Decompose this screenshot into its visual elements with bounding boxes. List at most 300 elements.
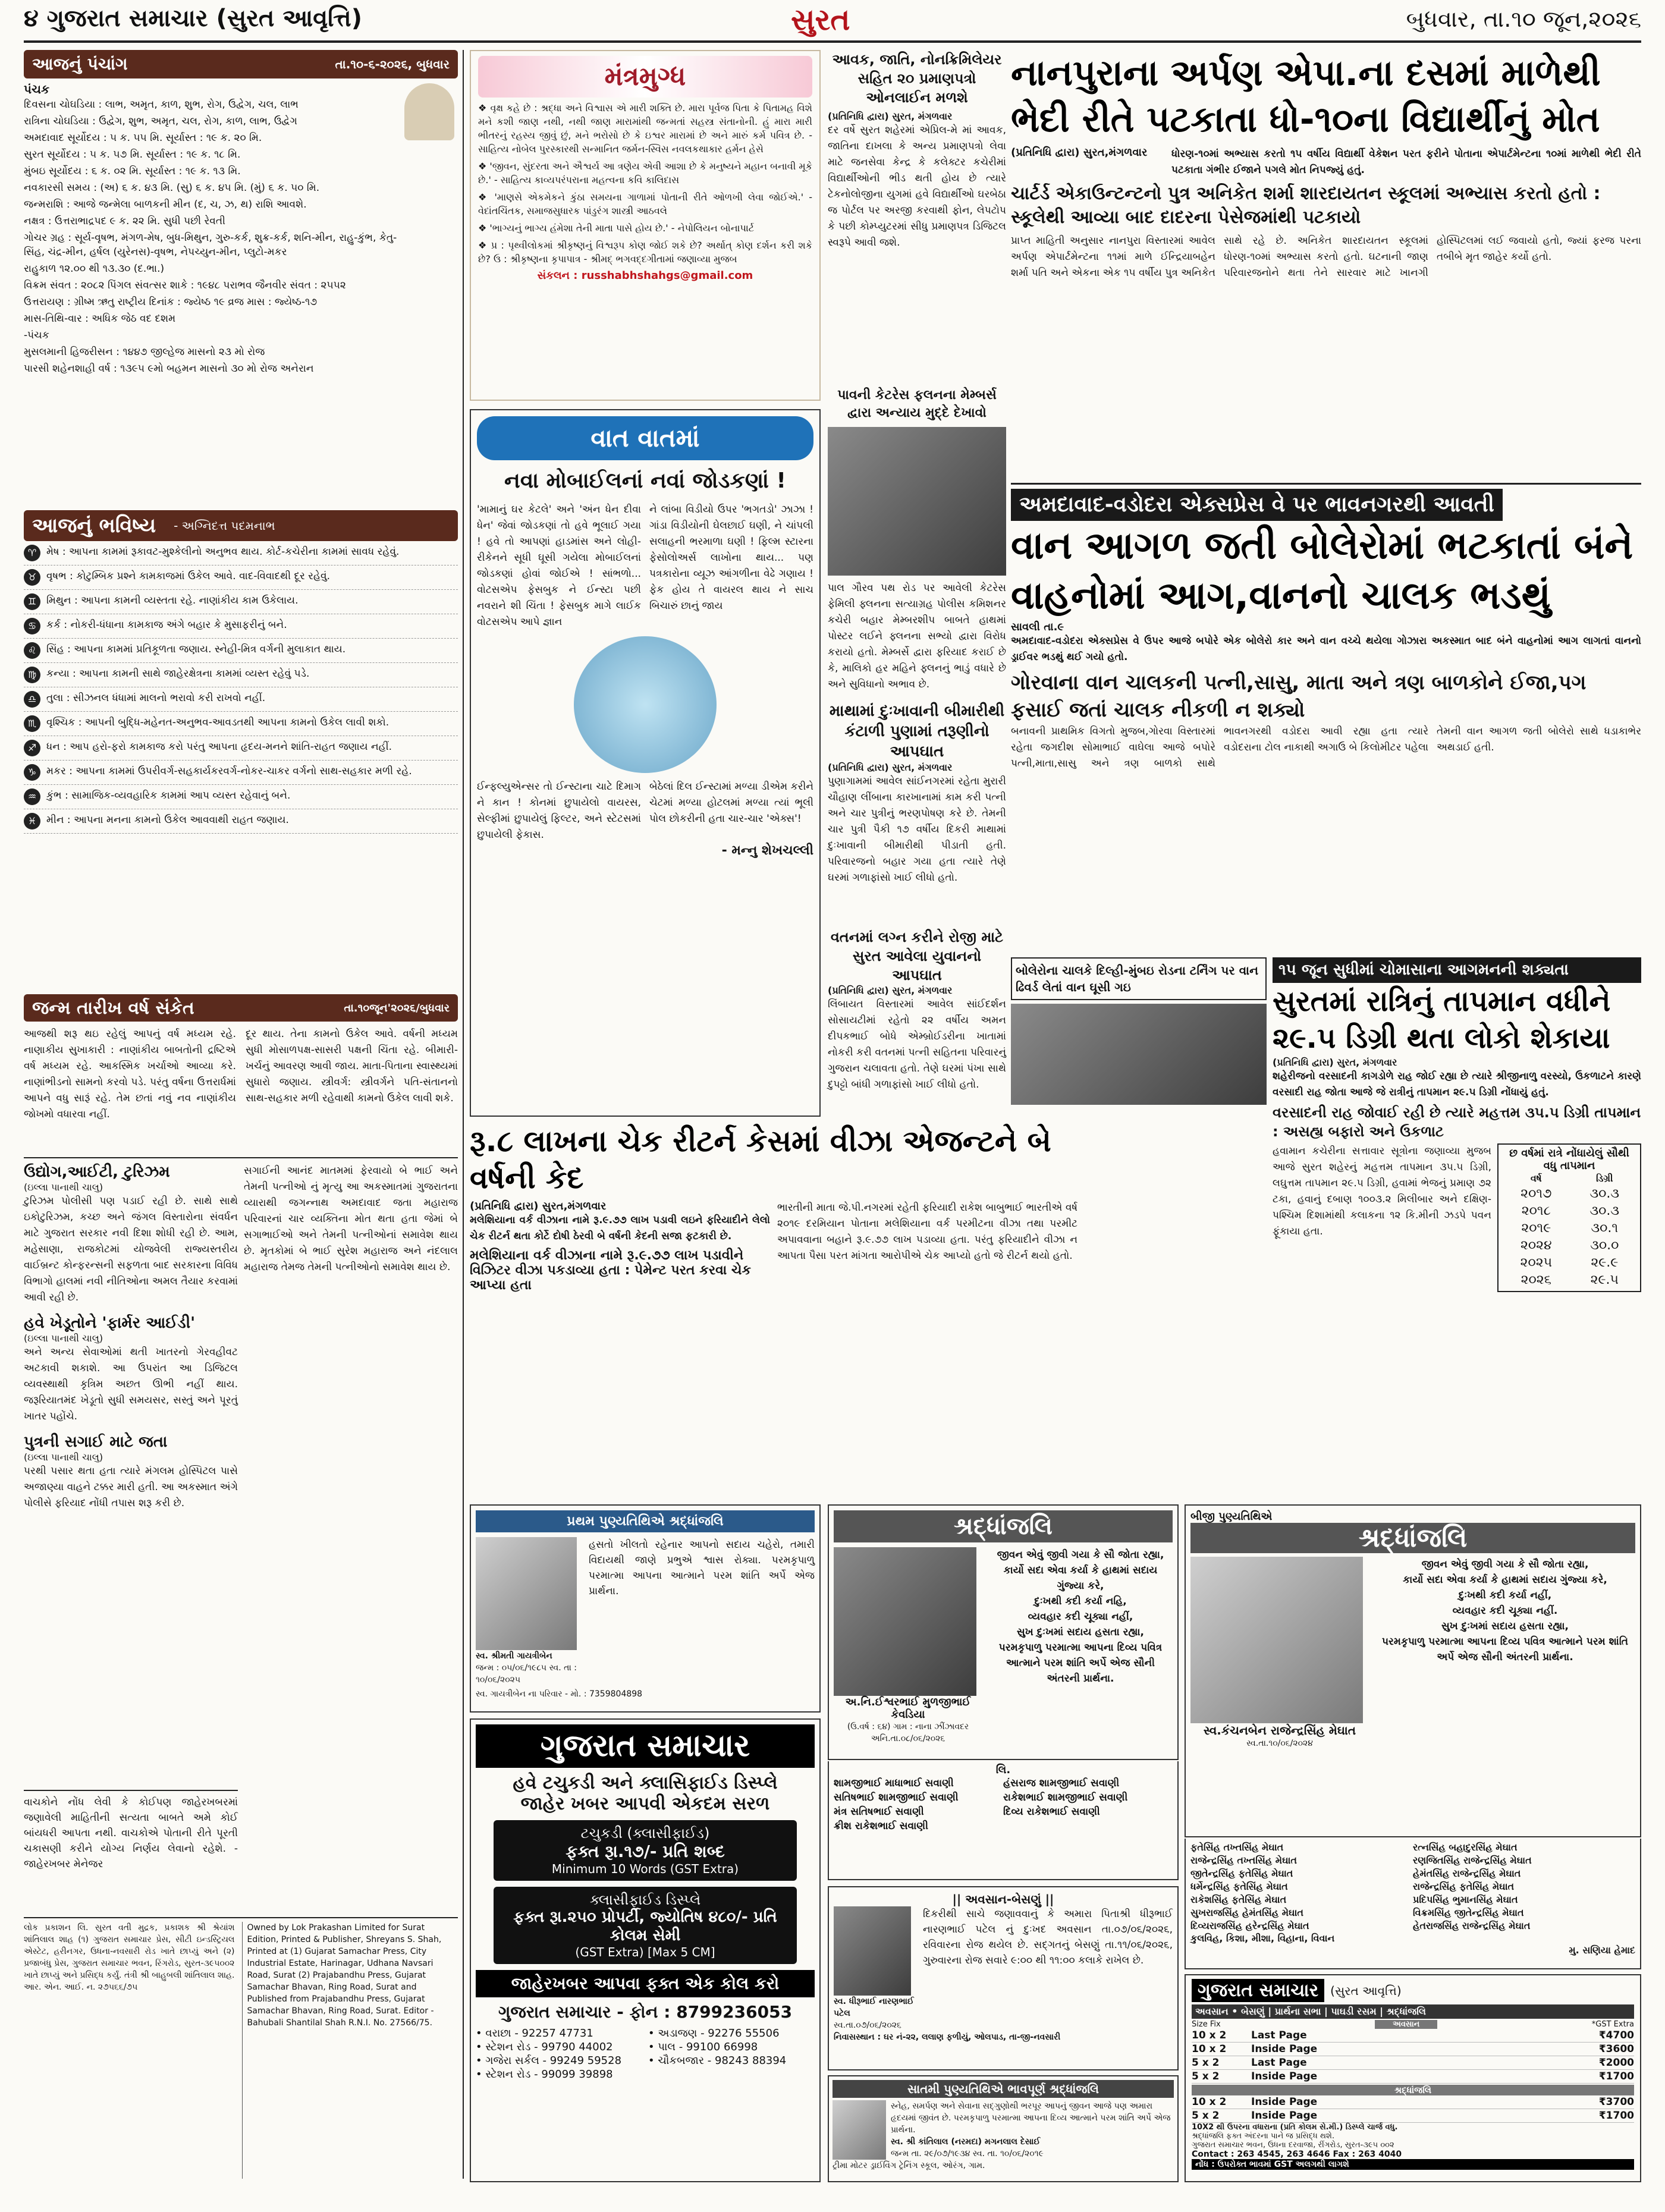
- punyatithi-name: સ્વ. શ્રીમતી ગાયત્રીબેન: [476, 1651, 552, 1661]
- rates-address: ગુજરાત સમાચાર ભવન, ઉધના દરવાજા, રીંગરોડ, સુરત-૩૯૫ ૦૦૨: [1192, 2141, 1394, 2150]
- bhavishya-title: આજનું ભવિષ્ય: [32, 514, 156, 538]
- family-member: રાજેન્દ્રસિંહ ફતેસિંહ મેઘાત: [1413, 1881, 1515, 1892]
- gs-ad-box: [470, 1718, 821, 2182]
- gs-contact: • અડાજણ - 92276 55506: [648, 2027, 780, 2040]
- family-member: સતિષભાઈ શામજીભાઈ સવાણી: [834, 1792, 959, 1803]
- gs-ad-phone: ગુજરાત સમાચાર - ફોન : 8799236053: [498, 2002, 793, 2022]
- udyog-title: ઉદ્યોગ,આઈટી, ટુરિઝમ: [24, 1163, 170, 1181]
- rate-row: [1192, 2109, 1634, 2123]
- bolero-fire-photo: [1011, 1004, 1267, 1105]
- rate-row: [1192, 2056, 1634, 2070]
- sagai-text: સગાઈની આનંદ માતમમાં ફેરવાયો બે ભાઈ અને તેમની પત્નીઓ નું મૃત્યુ આ અકસ્માતમાં ગુજરાતના વ્યારાથી જગન્નાથ અમદાવાદ જતા મહારાજ પરિવારનાં ચાર વ્યક્તિના મોત થતા હતા જેમાં બે સગાભાઈઓ અને તેમની પત્નીઓનાં સમાવેશ થાય છે. મૃતકોમાં બે ભાઈ સુરેશ મહારાજ અને નંદલાલ મહારાજ તેમજ તેમની પત્નીઓનો સમાવેશ થાય છે.: [244, 1165, 458, 1273]
- shraddhanjali1-poem: [988, 1547, 1173, 1745]
- family-member: રાકેશસિંહ ફતેસિંહ મેઘાત: [1190, 1894, 1287, 1905]
- panchang-heading: પંચક: [24, 82, 50, 96]
- temperature-cell: ૨૦૨૪: [1520, 1238, 1552, 1253]
- gs-contact: • વરાછા - 92257 47731: [476, 2027, 593, 2040]
- rates-note2: શ્રદ્ધાંજલિ ફક્ત અંદરના પાને જ પ્રસિદ્ધ થશે.: [1192, 2132, 1335, 2141]
- besnu-detail: સ્વ.તા.૦૭/૦૬/૨૦૨૬: [834, 2021, 901, 2030]
- family-member: ધર્મેન્દ્રસિંહ ફતેસિંહ મેઘાત: [1190, 1881, 1288, 1892]
- temperature-article: [1273, 957, 1641, 1504]
- rate-page: Inside Page: [1251, 2043, 1318, 2055]
- shraddhanjali1-family: [828, 1761, 1179, 1880]
- rates-gst: *GST Extra: [1591, 2020, 1634, 2029]
- gs-ad-contacts: [476, 2027, 815, 2081]
- temperature-cell: ૩૦.૦: [1590, 1238, 1619, 1253]
- gs-ad-line2: જાહેર ખબર આપવી એકદમ સરળ: [520, 1793, 770, 1814]
- panchang-line: ઉત્તરાયણ : ગ્રીષ્મ ઋતુ રાષ્ટ્રીય દિનાંક : જ્યેષ્ઠ ૧૯ વ્રજ માસ : જ્યેષ્ઠ-૧૭: [24, 296, 318, 308]
- onlain-byline: (પ્રતિનિધિ દ્વારા) સુરત, મંગળવાર: [828, 111, 953, 122]
- panchang-lines: [24, 96, 404, 377]
- putri-title: પુત્રની સગાઈ માટે જતા: [24, 1433, 168, 1451]
- shraddhanjali1-photo: [834, 1547, 976, 1696]
- zodiac-icon: ♊: [24, 593, 40, 610]
- rate-row: [1192, 2029, 1634, 2043]
- saatmi-photo: [832, 2100, 886, 2160]
- vaat-title: નવા મોબાઈલનાં નવાં જોડકણાં !: [504, 469, 786, 493]
- family-member: રત્નસિંહ બહાદુરસિંહ મેઘાત: [1413, 1842, 1518, 1853]
- besnu-text: દિકરીથી સાચે જણાવવાનું કે અમારા પિતાશ્રી ધીરૂભાઈ નારણભાઈ પટેલ નું દુઃખદ અવસાન તા.૦૭/૦૬/૨૦૨૬, રવિવારના રોજ થયેલ છે. સદ્ગતનું બેસણું તા.૧૧/૦૬/૨૦૨૬, ગુરુવારના રોજ સવારે ૯:૦૦ થી ૧૧:૦૦ કલાકે રાખેલ છે.: [923, 1908, 1173, 1966]
- shraddhanjali1-title: શ્રદ્ધાંજલિ: [834, 1510, 1173, 1542]
- imprint-english: Owned by Lok Prakashan Limited for Surat Edition, Printed & Publisher, Shreyans S. Shah, Printed at (1) Gujarat Samachar Press, City Industrial Estate, Harinagar, Udhana Navsari Road, Surat (2) Prajabandhu Press, Gujarat Samachar Bhavan, Ring Road, Surat and Published from Prajabandhu Press, Gujarat Samachar Bhavan, Ring Road, Surat. Editor - Bahubali Shantilal Shah R.N.I. No. 27566/75.: [242, 1922, 458, 2179]
- zodiac-icon: ♎: [24, 691, 40, 708]
- vatan-title: વતનમાં લગ્ન કરીને રોજી માટે સુરત આવેલા યુવાનનો આપઘાત: [830, 929, 1004, 984]
- saatmi-name: સ્વ. શ્રી કાંતિલાલ (નરમદા) મગનલાલ દેસાઈ: [891, 2137, 1041, 2147]
- mantra-quote: ❖ 'ભાગ્યનું ભાગ્ય હંમેશા તેની માતા પાસે હોય છે.' - નેપોલિયન બોનાપાર્ટ: [478, 222, 755, 234]
- mathama-title: માથામાં દુઃખાવાની બીમારીથી કંટાળી પુણામાં તરૂણીનો આપઘાત: [829, 702, 1005, 761]
- nanpura-sub: ચાર્ટર્ડ એકાઉન્ટન્ટનો પુત્ર અનિકેત શર્મા શારદાયતન સ્કૂલમાં અભ્યાસ કરતો હતો : સ્કૂલેથી આવ્યા બાદ દાદરના પેસેજમાંથી પટકાયો: [1011, 183, 1601, 228]
- bolero-block: [1011, 957, 1267, 1118]
- express-title1: અમદાવાદ-વડોદરા એક્સપ્રેસ વે પર ભાવનગરથી આવતી: [1011, 489, 1503, 521]
- rates-avsan-title: અવસાન: [1375, 2020, 1437, 2029]
- gs-contact: • પાલ - 99100 66998: [648, 2041, 758, 2053]
- mathama-byline: (પ્રતિનિધિ દ્વારા) સુરત, મંગળવાર: [828, 762, 953, 773]
- temperature-cell: ૩૦.૧: [1591, 1221, 1619, 1236]
- mantra-quote: ❖ 'માણસે એકમેકને કુંઠા સમયના ગાળામાં પોતાની રીતે ઓળખી લેવા જોઈએ.' - વેદાંતચિંતક, સમાજસુધારક પાંડુરંગ શાસ્ત્રી આઠવલે: [478, 191, 812, 216]
- poem-line: પરમકૃપાળુ પરમાત્મા આપના દિવ્ય પવિત્ર આત્માને પરમ શાંતિ અર્પે એજ સૌની અંતરની પ્રાર્થના.: [998, 1642, 1163, 1685]
- panchang-line: ગોચર ગ્રહ : સૂર્ય-વૃષભ, મંગળ-મેષ, બુધ-મિથુન, ગુરુ-કર્ક, શુક્ર-કર્ક, શનિ-મીન, રાહુ-કુંભ, કેતુ-સિંહ, ચંદ્ર-મીન, હર્ષલ (યુરેનસ)-વૃષભ, નેપચ્યુન-મીન, પ્લુટો-મકર: [24, 232, 397, 258]
- poem-line: વ્યવહાર કદી ચૂક્યા નહીં.: [1452, 1605, 1558, 1617]
- vaat-bottom-left: ઈન્ફલ્યુએન્સર તો ઈન્સ્ટાના ચાટે દિમાગ ને કાન ! કોનમાં છુપાયેલો વાયરસ, સેલ્ફીમાં છુપાયેલું ફિલ્ટર, અને સ્ટેટસમાં છુપાયેલી ફેકાસ.: [477, 781, 641, 841]
- putri-text: પરથી પસાર થતા હતા ત્યારે મંગલમ હોસ્પિટલ પાસે અજાણ્યા વાહને ટક્કર મારી હતી. આ અકસ્માત અંગે પોલીસે ફરિયાદ નોંધી તપાસ શરૂ કરી છે.: [24, 1465, 238, 1509]
- panchang-date: તા.૧૦-૬-૨૦૨૬, બુધવાર: [335, 57, 450, 71]
- panchang-line: સુરત સૂર્યોદય : ૫ ક. ૫૭ મિ. સૂર્યાસ્ત : ૧૯ ક. ૧૮ મિ.: [24, 149, 241, 161]
- vaat-signature: - મન્નુ શેખચલ્લી: [721, 843, 813, 858]
- zodiac-row: [24, 712, 458, 736]
- rate-row: [1192, 2043, 1634, 2056]
- temperature-cell: ૩૦.૩: [1589, 1204, 1620, 1218]
- gs-ad-box2-title: ક્લાસીફાઈડ ડિસ્પ્લે: [589, 1891, 701, 1908]
- temperature-row: [1501, 1220, 1638, 1237]
- shraddhanjali1-name: અ.નિ.ઈશ્વરભાઈ મુળજીભાઈ કેવડિયા: [845, 1696, 971, 1721]
- rate-price: ₹3700: [1598, 2096, 1634, 2108]
- temperature-cell: ૨૦૧૯: [1521, 1221, 1551, 1236]
- zodiac-icon: ♓: [24, 813, 40, 830]
- temperature-byline: (પ્રતિનિધિ દ્વારા) સુરત, મંગળવાર: [1273, 1057, 1397, 1068]
- janmadin-date: તા.૧૦જૂન'૨૦૨૬/બુધવાર: [344, 1001, 450, 1014]
- rate-price: ₹1700: [1598, 2110, 1634, 2122]
- shraddhanjali2-title: શ્રદ્ધાંજલિ: [1190, 1523, 1635, 1553]
- nanpura-text: પ્રાપ્ત માહિતી અનુસાર નાનપુરા વિસ્તારમાં આવેલ અર્પણ એપાર્ટમેન્ટના ૧૧માં માળે ઈન્દ્રિયાબહેન શર્મા પતિ અને એકના એક ૧૫ વર્ષીય પુત્ર અનિકેત સાથે રહે છે. અનિકેત શારદાયતન સ્કૂલમાં ધોરણ-૧૦માં અભ્યાસ કરતો હતો. ઘટનાની જાણ પરિવારજનોને થતા તેને સારવાર માટે ખાનગી હોસ્પિટલમાં લઈ જવાયો હતો, જ્યાં ફરજ પરના તબીબે મૃત જાહેર કર્યો હતો.: [1011, 235, 1641, 279]
- saatmi-footer: ટ્રીમા મોટર ડ્રાઈવિંગ ટ્રેનિંગ સ્કૂલ, ઓરંગ, ગામ.: [832, 2161, 985, 2170]
- panchang-line: મુંબઇ સૂર્યોદય : ૬ ક. ૦૨ મિ. સૂર્યાસ્ત : ૧૯ ક. ૧૩ મિ.: [24, 165, 241, 177]
- vaat-box: [470, 409, 821, 1117]
- janmadin-section: [24, 994, 458, 1155]
- zodiac-text: તુલા : સીઝનલ ધંધામાં માલનો ભરાવો કરી રાખવો નહીં.: [46, 692, 266, 704]
- shraddhanjali2-box: [1185, 1504, 1641, 1837]
- punyatithi-photo: [476, 1537, 577, 1650]
- family-member: રાજેન્દ્રસિંહ તખ્તસિંહ મેઘાત: [1190, 1855, 1298, 1866]
- farmer-sub: (ઇલ્લા પાનાથી ચાલુ): [24, 1333, 103, 1344]
- express-title2: વાન આગળ જતી બોલેરોમાં ભટકાતાં બંને: [1011, 524, 1633, 568]
- check-title: રૂ.૮ લાખના ચેક રીટર્ન કેસમાં વીઝા એજન્ટને બે વર્ષની કેદ: [470, 1124, 1051, 1195]
- page-date: બુધવાર, તા.૧૦ જૂન,૨૦૨૬: [1406, 6, 1641, 32]
- nanpura-title1: નાનપુરાના અર્પણ એપા.ના દસમાં માળેથી: [1011, 52, 1601, 94]
- zodiac-row: [24, 785, 458, 809]
- express-byline: સાવલી તા.૯: [1011, 621, 1064, 633]
- mantra-box: [470, 50, 821, 401]
- poem-line: કાર્યો સદા એવા કર્યા કે હાથમાં સદાય ગુંજ્યા કરે,: [1403, 1574, 1607, 1586]
- cartoon-illustration: [574, 636, 717, 773]
- family-member: હેમંતસિંહ રાજેન્દ્રસિંહ મેઘાત: [1413, 1868, 1521, 1879]
- family-member: રાકેશભાઈ શામજીભાઈ સવાણી: [1003, 1792, 1128, 1803]
- temperature-cell: ૨૦૨૬: [1521, 1272, 1551, 1287]
- rate-size: 10 x 2: [1192, 2029, 1227, 2041]
- temperature-table: [1501, 1172, 1638, 1289]
- rate-size: 5 x 2: [1192, 2110, 1220, 2122]
- zodiac-list: [24, 541, 458, 834]
- zodiac-row: [24, 541, 458, 565]
- punyatithi-title: પ્રથમ પુણ્યતિથિએ શ્રદ્ધાંજલિ: [476, 1510, 815, 1532]
- poem-line: દુઃખથી કદી કર્યા નહીં,: [1458, 1589, 1552, 1601]
- shraddhanjali2-sign: મુ. સણિયા હેમાદ: [1569, 1944, 1635, 1956]
- poem-line: પરમકૃપાળુ પરમાત્મા આપના દિવ્ય પવિત્ર આત્માને પરમ શાંતિ અર્પે એજ સૌની અંતરની પ્રાર્થના.: [1382, 1636, 1628, 1663]
- temperature-row: [1501, 1202, 1638, 1220]
- shraddhanjali1-box: [828, 1504, 1179, 1760]
- nanpura-title2: ભેદી રીતે પટકાતા ધો-૧૦ના વિદ્યાર્થીનું મોત: [1011, 99, 1600, 140]
- zodiac-text: મિથુન : આપના કામની વ્યસ્તતા રહે. નાણાંકીય કામ ઉકેલાય.: [46, 595, 299, 607]
- check-article: [470, 1123, 1082, 1497]
- gs-contact: • સ્ટેશન રોડ - 99790 44002: [476, 2041, 613, 2053]
- temperature-table-box: [1497, 1143, 1641, 1292]
- family-member: હંસરાજ શામજીભાઈ સવાણી: [1003, 1777, 1120, 1789]
- shraddhanjali2-photo: [1190, 1557, 1363, 1723]
- panchang-line: નક્ષત્ર : ઉત્તરાભાદ્રપદ ૯ ક. ૨૨ મિ. સુધી પછી રેવતી: [24, 215, 226, 227]
- saatmi-text: સ્નેહ, સમર્પણ અને સેવાના સદ્ગુણોથી ભરપૂર આપનું જીવન આજે પણ અમારા હૃદયમાં જીવંત છે. પરમકૃપાળુ પરમાત્મા આપના દિવ્ય આત્માને પરમ શાંતિ અર્પે એજ પ્રાર્થના.: [891, 2101, 1171, 2135]
- gs-contact: • ગજેરા સર્કલ - 99249 59528: [476, 2054, 622, 2067]
- rates-contact: Contact : 263 4545, 263 4646 Fax : 263 4040: [1192, 2150, 1402, 2159]
- panchang-line: પારસી શહેનશાહી વર્ષ : ૧૩૯૫ ૯મો બહમન માસનો ૩૦ મો રોજ અનેરાન: [24, 363, 314, 375]
- zodiac-icon: ♍: [24, 667, 40, 683]
- express-sub: ગોરવાના વાન ચાલકની પત્ની,સાસુ, માતા અને ત્રણ બાળકોને ઈજા,પગ ફસાઈ જતાં ચાલક નીકળી ન શક્યો: [1011, 671, 1587, 722]
- besnu-name: સ્વ. ધીરૂભાઈ નારણભાઈ પટેલ: [834, 1997, 914, 2018]
- nanpura-lead: ધોરણ-૧૦માં અભ્યાસ કરતો ૧૫ વર્ષીય વિદ્યાર્થી વેકેશન પરત ફરીને પોતાના એપાર્ટમેન્ટના ૧૦માં માળેથી ભેદી રીતે પટકાતા ગંભીર ઈજાને પગલે મોત નિપજ્યું હતું.: [1171, 148, 1641, 176]
- family-member: પ્રદિપસિંહ ભુમાનસિંહ મેઘાત: [1413, 1894, 1518, 1905]
- zodiac-icon: ♑: [24, 764, 40, 781]
- notice-text: વાચકોને નોંધ લેવી કે કોઈપણ જાહેરખબરમાં જણાવેલી માહિતીની સત્યતા બાબતે અમે કોઈ બાંયધરી આપતા નથી. વાચકોએ પોતાની રીતે પૂરતી ચકાસણી કરીને યોગ્ય નિર્ણય લેવાનો રહેશે. - જાહેરખબર મેનેજર: [24, 1796, 238, 1870]
- temperature-title2: ૨૯.૫ ડિગ્રી થતા લોકો શેકાયા: [1273, 1022, 1610, 1055]
- mantra-quotes: [478, 101, 812, 266]
- pavni-text: પાલ ગૌરવ પથ રોડ પર આવેલી કેટરેસ ફેમિલી ફ્લનના સત્યાગ્રહ પોલીસ કમિશનર કચેરી બહાર મેમ્બરશીપ બાબતે હાથમાં પોસ્ટર લઈને ફ્લનના સભ્યો દ્વારા વિરોધ કરાયો હતો. મેમ્બર્સે દ્વારા ફરિયાદ કરાઈ છે કે, માલિકો હર મહિને ફ્લનનું ભાડું વધારે છે અને સુવિધાનો અભાવ છે.: [828, 582, 1006, 690]
- family-member: મંત્ર સતિષભાઈ સવાણી: [834, 1806, 924, 1818]
- family-member: દિવ્ય રાકેશભાઈ સવાણી: [1003, 1806, 1100, 1818]
- vatan-article: [828, 928, 1006, 1118]
- temperature-cell: ૨૯.૫: [1590, 1272, 1619, 1287]
- rate-price: ₹4700: [1598, 2029, 1634, 2041]
- bhavishya-section: [24, 510, 458, 986]
- besnu-title: || અવસાન-બેસણું ||: [952, 1892, 1054, 1906]
- bolero-box-text: બોલેરોના ચાલકે દિલ્હી-મુંબઇ રોડના ટર્નિંગ પર વાન ઢિવર્ડ લેતાં વાન ઘૂસી ગઇ: [1011, 957, 1267, 1000]
- vaat-banner: વાત વાતમાં: [477, 416, 813, 460]
- shraddhanjali2-family: [1185, 1839, 1641, 1969]
- header-rule: [24, 40, 1641, 43]
- poem-line: દુઃખથી કદી કર્યા નહિ,: [1034, 1595, 1127, 1607]
- onlain-text: દર વર્ષે સુરત શહેરમાં એપ્રિલ-મે માં આવક, જાતિના દાખલા કે અન્ય પ્રમાણપત્રો લેવા માટે જનસેવા કેન્દ્ર કે કલેક્ટર કચેરીમાં વિદ્યાર્થીઓની ભીડ થતી હોય છે ત્યારે ટેકનોલોજીના યુગમાં હવે વિદ્યાર્થીઓ ઘરબેઠા જ પોર્ટલ પર અરજી કરવાથી ફોન, લેપટોપ કે પછી કોમ્પ્યુટરમાં સીધુ પ્રમાણપત્ર ડિજિટલ સ્વરૂપે આવી જશે.: [828, 124, 1006, 249]
- rates-avsan-table: [1192, 2029, 1634, 2084]
- express-title3: વાહનોમાં આગ,વાનનો ચાલક ભડથું: [1011, 574, 1551, 618]
- temperature-lead: શહેરીજનો વરસાદની કાગડોળે રાહ જોઈ રહ્યા છે ત્યારે શ્રીજીનાળુ વરસ્યો, ઉકળાટને કારણે વરસાદી રાહ જોતા આજે જે રાત્રીનું તાપમાન ૨૯.૫ ડિગ્રી નોંધાયું હતું.: [1273, 1070, 1641, 1098]
- mantra-title: મંત્રમુગ્ધ: [478, 56, 812, 98]
- mantra-footer: સંકલન : russhabhshahgs@gmail.com: [537, 269, 753, 282]
- zodiac-icon: ♉: [24, 569, 40, 586]
- udyog-article: [24, 1163, 238, 1651]
- family-member: હેતરાજસિંહ રાજેન્દ્રસિંહ મેઘાત: [1413, 1920, 1531, 1931]
- rates-size-fix: Size Fix: [1192, 2020, 1221, 2029]
- family-member: ક્રીશ રાકેશભાઈ સવાણી: [834, 1820, 928, 1832]
- rates-bottom-note: નોંધ : ઉપરોક્ત ભાવમાં GST અલગથી લાગશે: [1192, 2159, 1634, 2170]
- shraddhanjali2-footer: કુલવિહ, કિશા, મીશા, વિહાના, વિવાન: [1190, 1933, 1335, 1944]
- temperature-row: [1501, 1271, 1638, 1289]
- gs-ad-box1-min: Minimum 10 Words (GST Extra): [551, 1862, 739, 1876]
- panchang-line: રાત્રિના ચોઘડિયા : ઉદ્વેગ, શુભ, અમૃત, ચલ, રોગ, કાળ, લાભ, ઉદ્વેગ: [24, 115, 297, 127]
- temperature-row: [1501, 1185, 1638, 1202]
- gs-contact: • ચૌકબજાર - 98243 88394: [648, 2054, 787, 2067]
- pavni-caption: પાવની કેટરેસ ફલનના મેમ્બર્સ દ્વારા અન્યાય મુદ્દે દેખાવો: [837, 388, 997, 420]
- panchang-title: આજનું પંચાંગ: [32, 54, 128, 74]
- rate-size: 10 x 2: [1192, 2043, 1227, 2055]
- zodiac-text: સિંહ : આપના કામમાં પ્રતિકૂળતા જણાય. સ્નેહી-મિત્ર વર્ગની મુલાકાત થાય.: [46, 643, 346, 655]
- gs-ad-box2-rate: ફક્ત રૂા.૨૫૦ પ્રોપર્ટી, જ્યોતિષ ૪૮૦/- પ્રતિ કોલમ સેમી: [513, 1908, 777, 1944]
- zodiac-icon: ♋: [24, 618, 40, 634]
- vaat-right: ને લાંબા વિડીયો ઉપર 'ભગતડો' ઝાઝા ! ગાંડા વિડીયોની ઘેલછાઈ ઘણી, ને ચાંપલી સલાહની ભરમાળા ઘણી ! ફિલ્મ સ્ટારના ફેસોલોઅર્સ લાખોના થાય... પણ પત્રકારોના વ્યૂઝ આંગળીના વેઢે ગણાય ! ફેક હોય તે વાયરલ થાય ને સાચ બિચારું છાનું જાય: [649, 504, 813, 612]
- temperature-row: [1501, 1254, 1638, 1271]
- rate-page: Last Page: [1251, 2029, 1307, 2041]
- punyatithi-detail: જન્મ : ૦૫/૦૬/૧૯૮૫ સ્વ. તા : ૧૦/૦૬/૨૦૨૫: [476, 1663, 577, 1685]
- notice-box: [24, 1790, 238, 1909]
- temperature-cell: ૨૦૧૭: [1521, 1186, 1552, 1201]
- farmer-text: અને અન્ય સેવાઓમાં થતી ખાતરનો ગેરવહીવટ અટકાવી શકાશે. આ ઉપરાંત આ ડિજિટલ વ્યવસ્થાથી કૃત્રિમ અછત ઊભી નહીં થાય. જરૂરિયાતમંદ ખેડૂતો સુધી સમયસર, સસ્તું અને પૂરતું ખાતર પહોંચે.: [24, 1346, 238, 1422]
- panchang-line: વિક્રમ સંવત : ૨૦૮૨ પિંગલ સંવત્સર શાકે : ૧૯૪૮ પરાભવ જૈનવીર સંવત : ૨૫૫૨: [24, 279, 346, 291]
- onlain-article: [828, 50, 1006, 383]
- udyog-text: ટુરિઝમ પોલીસી પણ પડાઈ રહી છે. સાથે સાથે ઇકોટુરિઝમ, કચ્છ અને જંગલ વિસ્તારોના સંવર્ધન માટે ગુજરાત સરકાર નવી દિશા શોધી રહી છે. આમ, મહેસાણા, રાજકોટમાં યોજવેલી રાજ્યસ્તરીય વાઈબ્રન્ટ કોન્ફરન્સની સફળતા બાદ સરકારના વિવિધ વિભાગો હાલમાં નવી નીતિઓના અમલ તૈયાર કરવામાં આવી રહી છે.: [24, 1195, 238, 1303]
- rate-price: ₹2000: [1598, 2057, 1634, 2069]
- express-article: [1011, 489, 1641, 953]
- gs-ad-box1-title: ટચુકડી (ક્લાસીફાઈડ): [580, 1825, 710, 1842]
- mathama-text: પુણાગામમાં આવેલ સાંઈનગરમાં રહેતા મુરારી ચૌહાણ લીંબાના કારખાનામાં કામ કરી પત્ની અને ચાર પુત્રીનું ભરણપોષણ કરે છે. તેમની ચાર પુત્રી પૈકી ૧૭ વર્ષીય દિકરી માથામાં દુઃખાવાની બીમારીથી પીડાતી હતી. પરિવારજનો બહાર ગયા હતા ત્યારે તેણે ઘરમાં ગળાફાંસો ખાઈ લીધો હતો.: [828, 775, 1006, 884]
- rate-size: 5 x 2: [1192, 2057, 1220, 2069]
- zodiac-icon: ♒: [24, 788, 40, 805]
- shraddhanjali2-name: સ્વ.કંચનબેન રાજેન્દ્રસિંહ મેઘાત: [1203, 1723, 1356, 1737]
- temperature-text: હવામાન કચેરીના સત્તાવાર સૂત્રોના જણાવ્યા મુજબ આજે સુરત શહેરનું મહત્તમ તાપમાન ૩૫.૫ ડિગ્રી, લઘુત્તમ તાપમાન ૨૯.૫ ડિગ્રી, હવામાં ભેજનું પ્રમાણ ૭૨ ટકા, હવાનું દબાણ ૧૦૦૩.૨ મિલીબાર અને દક્ષિણ-પશ્ચિમ દિશામાંથી કલાકના ૧૨ કિ.મીની ઝડપે પવન ફૂંકાયા હતા.: [1273, 1145, 1491, 1237]
- panchang-line: -પંચક: [24, 329, 49, 341]
- rates-shraddh-table: [1192, 2095, 1634, 2123]
- zodiac-icon: ♌: [24, 642, 40, 659]
- poem-line: કાર્યો સદા એવા કર્યા કે હાથમાં સદાય ગુંજ્યા કરે,: [1003, 1564, 1158, 1592]
- zodiac-text: વૃષભ : કોટુમ્બિક પ્રશ્ને કામકાજમાં ઉકેલ આવે. વાદ-વિવાદથી દૂર રહેવું.: [46, 570, 331, 582]
- panchang-line: માસ-તિથિ-વાર : અધિક જેઠ વદ દશમ: [24, 313, 176, 325]
- nanpura-byline: (પ્રતિનિધિ દ્વારા) સુરત,મંગળવાર: [1011, 146, 1148, 159]
- bhavishya-author: - અગ્નિદત્ત પદમનાભ: [174, 519, 275, 533]
- check-text: ભારતીની માતા જે.પી.નગરમાં રહેતી ફરિયાદી રાકેશ બાબુભાઈ ભારતીએ વર્ષ ૨૦૧૯ દરમિયાન પોતાના મલેશિયાના વર્ક પરમીટના વીઝા તથા પરમીટ અપાવવાના બહાને રૂ.૯.૭૭ લાખ પડાવ્યા હતા. પરંતુ ફરિયાદીને વીઝા ન આપતા પૈસા પરત માંગતા આરોપીએ ચેક આપ્યો હતો જે રીટર્ન થયો હતો.: [777, 1202, 1077, 1262]
- saatmi-detail: જન્મ તા. ૨૯/૦૭/૧૯૩૪ સ્વ. તા. ૧૦/૦૬/૨૦૧૯: [891, 2149, 1044, 2158]
- udyog-sub: (ઇલ્લા પાનાથી ચાલુ): [24, 1182, 103, 1193]
- temperature-cell: ૨૯.૯: [1591, 1255, 1619, 1270]
- family-member: જીતેન્દ્રસિંહ ફતેસિંહ મેઘાત: [1190, 1868, 1293, 1879]
- temperature-cell: ૨૦૨૫: [1520, 1255, 1553, 1270]
- family-member: શામજીભાઈ માધાભાઈ સવાણી: [834, 1777, 954, 1789]
- zodiac-text: મેષ : આપના કામમાં રૂકાવટ-મુશ્કેલીનો અનુભવ થાય. કોર્ટ-કચેરીના કામમાં સાવધ રહેવું.: [46, 546, 400, 558]
- sagai-article: [244, 1163, 458, 1793]
- express-lead: અમદાવાદ-વડોદરા એક્સપ્રેસ વે ઉપર આજે બપોરે એક બોલેરો કાર અને વાન વચ્ચે થયેલા ગોઝારા અકસ્માત બાદ બંને વાહનોમાં આગ લાગતાં વાનનો ડ્રાઈવર ભડથું થઈ ગયો હતો.: [1011, 635, 1641, 663]
- mantra-quote: ❖ 'જીવન, સુંદરતા અને ઐશ્વર્ય આ ત્રણેય એવી આશા છે કે મનુષ્યને મહાન બનાવી મૂકે છે.' - સાહિત્ય કાવ્યપરંપરાના મહત્વના કવિ કાલિદાસ: [478, 161, 812, 186]
- gs-ad-tiny-box: [494, 1820, 797, 1881]
- gs-ad-cta: જાહેરખબર આપવા ફક્ત એક કોલ કરો: [476, 1970, 815, 1997]
- vatan-byline: (પ્રતિનિધિ દ્વારા) સુરત, મંગળવાર: [828, 985, 953, 996]
- check-lead: મલેશિયાના વર્ક વીઝાના નામે રૂ.૯.૭૭ લાખ પડાવી લઇને ફરિયાદીને લેલો ચેક રીટર્ન થતા કોર્ટે દોષી ઠેરવી બે વર્ષની કેદની સજા ફટકારી છે.: [470, 1214, 770, 1242]
- rate-page: Inside Page: [1251, 2070, 1318, 2082]
- mantra-quote: ❖ વૃક્ષ કહે છે : શ્રદ્ધા અને વિશ્વાસ એ મારી શક્તિ છે. મારા પૂર્વજ પિતા કે પિતામહ વિશે મને કશી જાણ નથી, નથી જાણ મારામાંથી જન્મતાં સહસ્ત્ર સંતાનોની. હું મારા મારી ભીતરનું રહસ્ય જીવું છું, મને ભરોસો છે કે ઇશ્વર મારામાં છે અને મારું કર્મ પવિત્ર છે. - સાહિત્ય નોબેલ પુરસ્કારથી સન્માનિત જર્મન-સ્વિસ નવલકથાકાર હર્મન હેસે: [478, 102, 812, 155]
- vaat-bottom-right: બેઠેલાં દિલ ઈન્સ્ટામાં મળ્યા ડીએમ કરીને ચેટમાં મળ્યા હોટલમાં મળ્યા ત્યાં ભૂલી પોલ છોકરીની હતા ચાર-ચાર 'એક્સ'!: [649, 781, 813, 825]
- rate-row: [1192, 2095, 1634, 2109]
- zodiac-row: [24, 639, 458, 663]
- temperature-col-year: વર્ષ: [1530, 1173, 1542, 1184]
- temperature-row: [1501, 1237, 1638, 1254]
- zodiac-text: વૃશ્ચિક : આપની બુદ્ધિ-મહેનત-અનુભવ-આવડતથી આપના કામનો ઉકેલ લાવી શકો.: [46, 717, 389, 728]
- page-edition-label: ૪ ગુજરાત સમાચાર (સુરત આવૃત્તિ): [24, 5, 363, 32]
- imprint-gujarati: લોક પ્રકાશન લિ. સુરત વતી મુદ્રક, પ્રકાશક શ્રી શ્રેયાંશ શાંતિલાલ શાહ (૧) ગુજરાત સમાચાર પ્રેસ, સીટી ઇન્ડસ્ટ્રિયલ એસ્ટેટ, હરીનગર, ઉધના-નવસારી રોડ ખાતે છાપ્યું અને (૨) પ્રજાબંધુ પ્રેસ, ગુજરાત સમાચાર ભવન, રિંગરોડ, સુરત-૩૯૫૦૦૨ ખાતે છાપ્યું અને પ્રસિદ્ધ કર્યું. તંત્રી શ્રી બાહુબલી શાંતિલાલ શાહ. આર. એન. આઈ. ન. ૨૭૫૬૬/૭૫: [24, 1923, 235, 1992]
- zodiac-text: મીન : આપના મનના કામનો ઉકેલ આવવાથી રાહત જણાય.: [46, 814, 289, 826]
- zodiac-row: [24, 809, 458, 834]
- rates-note1: 10X2 થી ઉપરના વધારાના (પ્રતિ કોલમ સે.મી.) ડિસ્પ્લે ચાર્જ વધુ.: [1192, 2123, 1398, 2132]
- check-sub: મલેશિયાના વર્ક વીઝાના નામે રૂ.૯.૭૭ લાખ પડાવીને વિઝિટર વીઝા પકડાવ્યા હતા : પેમેન્ટ પરત કરવા ચેક આપ્યા હતા: [470, 1248, 752, 1293]
- gs-ad-display-box: [494, 1887, 797, 1964]
- saatmi-title: સાતમી પુણ્યતિથિએ ભાવપૂર્ણ શ્રદ્ધાંજલિ: [832, 2080, 1174, 2098]
- rate-row: [1192, 2070, 1634, 2084]
- punyatithi-footer: સ્વ. ગાયત્રીબેન ના પરિવાર - મો. : 7359804898: [476, 1689, 643, 1699]
- family-member: ફતેસિંહ તખ્તસિંહ મેઘાત: [1190, 1842, 1284, 1853]
- rate-price: ₹1700: [1598, 2070, 1634, 2082]
- panchang-line: મુસલમાની હિજરીસન : ૧૪૪૭ જીલ્હેજ માસનો ૨૩ મો રોજ: [24, 346, 265, 358]
- rate-page: Inside Page: [1251, 2096, 1318, 2108]
- poem-line: વ્યવહાર કદી ચૂક્યા નહીં,: [1028, 1611, 1133, 1623]
- rates-shraddh-title: શ્રદ્ધાંજલિ: [1192, 2085, 1634, 2095]
- panchang-line: દિવસના ચોઘડિયા : લાભ, અમૃત, કાળ, શુભ, રોગ, ઉદ્વેગ, ચલ, લાભ: [24, 99, 299, 111]
- panchang-line: જન્મરાશિ : આજે જન્મેલા બાળકની મીન (દ, ચ, ઝ, થ) રાશિ આવશે.: [24, 199, 307, 210]
- gs-ad-box2-min: (GST Extra) [Max 5 CM]: [575, 1945, 715, 1959]
- temperature-col-degree: ડિગ્રી: [1595, 1173, 1613, 1184]
- rate-size: 10 x 2: [1192, 2096, 1227, 2108]
- shraddhanjali2-tag: બીજી પુણ્યતિથિએ: [1190, 1510, 1273, 1523]
- zodiac-text: કન્યા : આપના કામની સાથે જાહેરક્ષેત્રના કામમાં વ્યસ્ત રહેવું પડે.: [46, 668, 310, 680]
- punyatithi-box: [470, 1504, 821, 1713]
- zodiac-icon: ♏: [24, 715, 40, 732]
- gs-ad-logo: ગુજરાત સમાચાર: [476, 1724, 815, 1768]
- zodiac-row: [24, 663, 458, 687]
- rate-price: ₹3600: [1598, 2043, 1634, 2055]
- rate-size: 5 x 2: [1192, 2070, 1220, 2082]
- temperature-tag: ૧૫ જૂન સુધીમાં ચોમાસાના આગમનની શક્યતા: [1273, 957, 1641, 983]
- besnu-box: [828, 1886, 1179, 2070]
- zodiac-text: કુંભ : સામાજિક-વ્યવહારિક કામમાં આપ વ્યસ્ત રહેવાનું બને.: [46, 790, 291, 802]
- poem-line: સુખ દુઃખમાં સદાય હસતા રહ્યા,: [1441, 1620, 1569, 1632]
- page-city-title: સુરત: [791, 2, 850, 37]
- zodiac-text: કર્ક : નોકરી-ધંધાના કામકાજ અંગે બહાર કે મુસાફરીનું બને.: [46, 619, 287, 631]
- family-member: દિવ્યરાજસિંહ હરેન્દ્રસિંહ મેઘાત: [1190, 1920, 1309, 1931]
- family-member: સુખરાજસિંહ હેમંતસિંહ મેઘાત: [1190, 1907, 1304, 1918]
- shraddhanjali1-detail: (ઉ.વર્ષ : ૬૪) ગામ : નાના ઝીંઝાવદર અનિ.તા.૦૮/૦૬/૨૦૨૬: [847, 1722, 969, 1743]
- besnu-address: નિવાસસ્થાન : ઘર નં-૨૨, લલાણ ફળીયું, ઓલપાડ, તા-જી-નવસારી: [834, 2032, 1061, 2042]
- temperature-title1: સુરતમાં રાત્રિનું તાપમાન વધીને: [1273, 985, 1611, 1018]
- temperature-cell: ૩૦.૩: [1589, 1186, 1620, 1201]
- putri-sub: (ઇલ્લા પાનાથી ચાલુ): [24, 1451, 103, 1463]
- panchang-section: [24, 50, 458, 508]
- panchang-line: અમદાવાદ સૂર્યોદય : ૫ ક. ૫૫ મિ. સૂર્યાસ્ત : ૧૯ ક. ૨૦ મિ.: [24, 132, 262, 144]
- janmadin-title: જન્મ તારીખ વર્ષ સંકેત: [32, 997, 194, 1019]
- punyatithi-text: હસતો ખીલતો રહેનાર આપનો સદાય ચહેરો, તમારી વિદાયથી જાણે પ્રભુએ શ્વાસ રોક્યા. પરમકૃપાળુ પરમાત્મા આપના આત્માને પરમ શાંતિ અર્પે એજ પ્રાર્થના.: [589, 1539, 815, 1597]
- poem-line: સુખ દુઃખમાં સદાય હસતા રહ્યા,: [1016, 1626, 1144, 1638]
- saatmi-box: [828, 2075, 1179, 2182]
- janmadin-col1: આજથી શરૂ થઇ રહેલું આપનું વર્ષ મધ્યમ રહે. નાણાકીય સુખાકારી : નાણાંકીય બાબતોની દ્રષ્ટિએ વર્ષ મધ્યમ રહે. આકસ્મિક ખર્ચાઓ આવ્યા કરે. નાણાંભીડનો સામનો કરવો પડે. પરંતુ વર્ષના ઉત્તરાર્ધમાં આપને વધુ સારૂં રહે. તેમ છતાં નવું નવ નાણાંકીય જોખમો વધારવા નહીં.: [24, 1028, 236, 1120]
- farmer-title: હવે ખેડૂતોને 'ફાર્મર આઈડી': [24, 1314, 196, 1332]
- express-text: બનાવની પ્રાથમિક વિગતો મુજબ,ગોરવા વિસ્તારમાં રહેતા જગદીશ સોમાભાઈ વાઘેલા આજે બપોરે પત્ની,માતા,સાસુ અને ત્રણ બાળકો સાથે ભાવનગરથી વડોદરા આવી રહ્યા હતા ત્યારે વડોદરાના ટોલ નાકાથી અગાઉ બે કિલોમીટર પહેલા તેમની વાન આગળ જતી બોલેરો સાથે ધડાકાભેર અથડાઈ હતી.: [1011, 725, 1641, 769]
- vatan-text: લિંબાયત વિસ્તારમાં આવેલ સાંઈદર્શન સોસાયટીમાં રહેતો ૨૨ વર્ષીય અમન દીપકભાઈ બોધે એમ્બ્રોઈડરીના ખાતામાં નોકરી કરી વતનમાં પત્ની સહિતના પરિવારનું ગુજરાન ચલાવતા હતો. તેણે ઘરમાં પંખા સાથે દુપટ્ટો બાંધી ગળાફાંસો ખાઈ લીધો હતો.: [828, 998, 1006, 1091]
- check-byline: (પ્રતિનિધિ દ્વારા) સુરત,મંગળવાર: [470, 1200, 607, 1212]
- zodiac-row: [24, 590, 458, 614]
- zodiac-row: [24, 761, 458, 785]
- temperature-cell: ૨૦૧૮: [1521, 1204, 1551, 1218]
- rates-box: [1185, 1974, 1641, 2182]
- shraddhanjali2-poem: [1375, 1557, 1635, 1749]
- onlain-title: આવક, જાતિ, નોનક્રિમિલેયર સહિત ૨૦ પ્રમાણપત્રો ઓનલાઈન મળશે: [832, 51, 1002, 106]
- gs-contact: • સ્ટેશન રોડ - 99099 39898: [476, 2068, 613, 2081]
- zodiac-row: [24, 614, 458, 639]
- gs-ad-line1: હવે ટચુકડી અને ક્લાસિફાઈડ ડિસ્પ્લે: [513, 1773, 778, 1793]
- rates-edition: (સુરત આવૃત્તિ): [1330, 1983, 1402, 1998]
- panchang-line: રાહુકાળ ૧૨.૦૦ થી ૧૩.૩૦ (દ.ભા.): [24, 263, 165, 275]
- zodiac-text: ધન : આપ હરો-ફરો કામકાજ કરો પરંતુ આપના હૃદય-મનને શાંતિ-રાહત જણાય નહીં.: [46, 741, 392, 753]
- rate-page: Inside Page: [1251, 2110, 1318, 2122]
- poem-line: જીવન એવું જીવી ગયા કે સૌ જોતા રહ્યા,: [997, 1549, 1164, 1561]
- imprint-box: [24, 1917, 458, 2179]
- poem-line: જીવન એવું જીવી ગયા કે સૌ જોતા રહ્યા,: [1421, 1559, 1589, 1570]
- zodiac-row: [24, 565, 458, 590]
- janmadin-col2: દૂર થાય. તેના કામનો ઉકેલ આવે. વર્ષની મધ્યમ સુધી મોસાળપક્ષ-સાસરી પક્ષની ચિંતા રહે. બીમારી-ખર્ચનું આવરણ આવી જાય. માતા-પિતાના સ્વાસ્થ્યમાં સુધારો જણાય. સ્ત્રીવર્ગ: સ્ત્રીવર્ગને પતિ-સંતાનનો સાથ-સહકાર મળી રહેવાથી કામનો ઉકેલ લાવી શકે.: [246, 1028, 458, 1104]
- family-member: રણજિતસિંહ રાજેન્દ્રસિંહ મેઘાત: [1413, 1855, 1532, 1866]
- family-member: વિક્રમસિંહ જીતેન્દ્રસિંહ મેઘાત: [1413, 1907, 1524, 1918]
- protest-photo: [828, 427, 1006, 576]
- shraddhanjali2-detail: સ્વ.તા.૧૦/૦૬/૨૦૨૪: [1246, 1739, 1313, 1748]
- zodiac-icon: ♐: [24, 740, 40, 756]
- zodiac-text: મકર : આપના કામમાં ઉપરીવર્ગ-સહકાર્યકરવર્ગ-નોકર-ચાકર વર્ગનો સાથ-સહકાર મળી રહે.: [46, 765, 412, 777]
- besnu-photo: [834, 1906, 911, 1996]
- temperature-sub: વરસાદની રાહ જોવાઈ રહી છે ત્યારે મહત્તમ ૩૫.૫ ડિગ્રી તાપમાન : અસહ્ય બફારો અને ઉકળાટ: [1273, 1104, 1641, 1140]
- rate-page: Last Page: [1251, 2057, 1307, 2069]
- panchang-line: નવકારસી સમય : (અ) ૬ ક. ૪૩ મિ. (સુ) ૬ ક. ૪૫ મિ. (મું) ૬ ક. ૫૦ મિ.: [24, 182, 320, 194]
- vaat-left: 'મામાનું ઘર કેટલે' અને 'અંન ધેન દીવા ધેન' જેવાં જોડકણાં તો હવે ભૂલાઈ ગયા ! હવે તો આપણાં હાડમાંસ અને લોહી-રીકેનને સૂધી ઘૂસી ગયેલા મોબાઈલનાં જોડકણાં હોવાં જોઈએ ! સાંભળો... વોટસએપ ફેસબુક ને ઈન્સ્ટા પછી નવરાને શી ચિંતા ! ફેસબુક માગે લાઈક વોટસએપ આપે જ્ઞાન: [477, 504, 641, 628]
- nanpura-article: [1011, 50, 1641, 478]
- rates-logo: ગુજરાત સમાચાર: [1192, 1979, 1324, 2002]
- shraddhanjali1-family-title: લિ.: [995, 1764, 1011, 1776]
